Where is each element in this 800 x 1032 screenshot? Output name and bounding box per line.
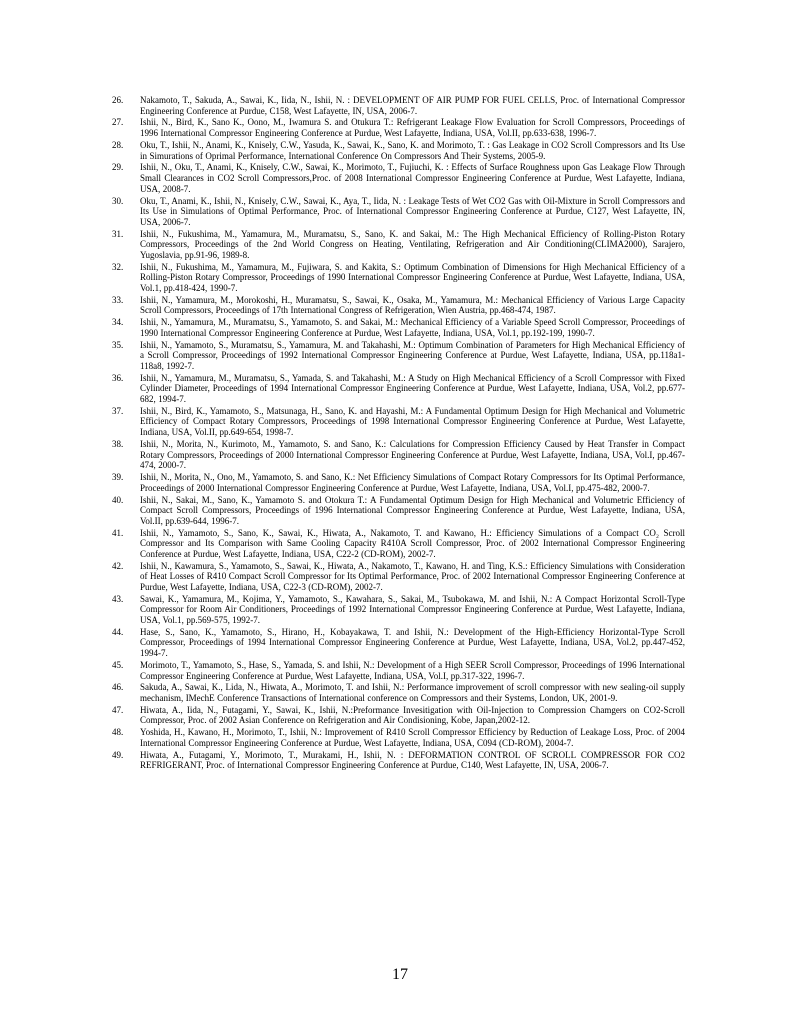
reference-text: Ishii, N., Bird, K., Yamamoto, S., Matsunaga, H., Sano, K. and Hayashi, M.: A Fundamental Optimum Design for High Mechanical and Volumetric Efficiency of Compact Rotary Compressors, Proceedings of 1998 International Compressor Engineering Conference at Purdue, West Lafayette, Indiana, USA, Vol.II, pp.649-654, 1998-7. (140, 405, 685, 438)
reference-number: 43. (112, 593, 124, 604)
reference-item (112, 682, 685, 703)
reference-item (112, 317, 685, 338)
reference-item (112, 229, 685, 261)
reference-text: Ishii, N., Bird, K., Sano K., Oono, M., Iwamura S. and Otukura T.: Refrigerant Leakage Flow Evaluation for Scroll Compressors, Proceedings of 1996 International Compressor Engineering Conference at Purdue, West Lafayette, Indiana, USA, Vol.II, pp.633-638, 1996-7. (140, 117, 685, 139)
reference-text: Sawai, K., Yamamura, M., Kojima, Y., Yamamoto, S., Kawahara, S., Sakai, M., Tsubokawa, M. and Ishii, N.: A Compact Horizontal Scroll-Type Compressor for Room Air Conditioners, Proceedings of 1992 International Compressor Engineering Conference at Purdue, West Lafayette, Indiana, USA, Vol.1, pp.569-575, 1992-7. (140, 593, 685, 625)
reference-number: 44. (112, 626, 124, 637)
reference-list (112, 95, 685, 772)
reference-number: 45. (112, 659, 124, 670)
reference-item (112, 439, 685, 471)
reference-number: 49. (112, 749, 124, 760)
reference-item (112, 727, 685, 748)
reference-number: 46. (112, 682, 124, 693)
reference-text: Yoshida, H., Kawano, H., Morimoto, T., Ishii, N.: Improvement of R410 Scroll Compressor Efficiency by Reduction of Leakage Loss, Proc. of 2004 International Compressor Engineering Conference at Purdue, West Lafayette, Indiana, USA, C094 (CD-ROM), 2004-7. (140, 727, 685, 748)
reference-number: 29. (112, 162, 124, 173)
reference-number: 33. (112, 294, 124, 305)
reference-number: 41. (112, 527, 124, 538)
reference-text: Ishii, N., Morita, N., Ono, M., Yamamoto, S. and Sano, K.: Net Efficiency Simulations of Compact Rotary Compressors for Its Optimal Performance, Proceedings of 2000 International Compressor Engineering Conference at Purdue, West Lafayette, Indiana, USA, Vol.I, pp.475-482, 2000-7. (140, 472, 685, 493)
reference-number: 38. (112, 438, 124, 449)
reference-number: 37. (112, 405, 124, 416)
reference-item (112, 561, 685, 593)
reference-number: 39. (112, 472, 124, 483)
reference-number: 42. (112, 560, 124, 571)
reference-number: 36. (112, 372, 124, 383)
page-number: 17 (392, 966, 408, 983)
reference-item (112, 117, 685, 138)
reference-item (112, 295, 685, 316)
reference-number: 31. (112, 228, 124, 239)
reference-number: 28. (112, 139, 124, 150)
reference-item (112, 472, 685, 493)
reference-text: Ishii, N., Oku, T., Anami, K., Knisely, C.W., Sawai, K., Morimoto, T., Fujiuchi, K. : Effects of Surface Roughness upon Gas Leakage Flow Through Small Clearances in CO2 Scroll Compressors,Proc. of 2008 International Compressor Engineering Conference at Purdue, West Lafayette, Indiana, USA, 2008-7. (140, 162, 685, 194)
reference-item (112, 594, 685, 626)
reference-item (112, 95, 685, 116)
reference-number: 47. (112, 704, 124, 715)
reference-text: Morimoto, T., Yamamoto, S., Hase, S., Yamada, S. and Ishii, N.: Development of a High SEER Scroll Compressor, Proceedings of 1996 International Compressor Engineering Conference at Purdue, West Lafayette, Indiana, USA, Vol.I, pp.317-322, 1996-7. (140, 659, 685, 681)
reference-text: Ishii, N., Yamamoto, S., Muramatsu, S., Yamamura, M. and Takahashi, M.: Optimum Combination of Parameters for High Mechanical Efficiency of a Scroll Compressor, Proceedings of 1992 International Compressor Engineering Conference at Purdue, West Lafayette, Indiana, USA, pp.118a1-118a8, 1992-7. (140, 339, 685, 371)
reference-item (112, 528, 685, 560)
reference-item (112, 660, 685, 681)
reference-item (112, 140, 685, 161)
reference-item (112, 750, 685, 771)
reference-text: Ishii, N., Morita, N., Kurimoto, M., Yamamoto, S. and Sano, K.: Calculations for Compression Efficiency Caused by Heat Transfer in Compact Rotary Compressors, Proceedings of 2000 International Compressor Engineering Conference at Purdue, West Lafayette, Indiana, USA, Vol.I, pp.467-474, 2000-7. (140, 438, 685, 471)
reference-text: Ishii, N., Sakai, M., Sano, K., Yamamoto S. and Otokura T.: A Fundamental Optimum Design for High Mechanical and Volumetric Efficiency of Compact Scroll Compressors, Proceedings of 1996 International Compressor Engineering Conference at Purdue, West Lafayette, Indiana, USA, Vol.II, pp.639-644, 1996-7. (140, 494, 685, 526)
reference-text: Sakuda, A., Sawai, K., Lida, N., Hiwata, A., Morimoto, T. and Ishii, N.: Performance improvement of scroll compressor with new sealing-oil supply mechanism, IMechE Conference Transactions of International conference on Compressors and their Systems, London, UK, 2001-9. (140, 682, 685, 703)
reference-text: Ishii, N., Yamamura, M., Muramatsu, S., Yamamoto, S. and Sakai, M.: Mechanical Efficiency of a Variable Speed Scroll Compressor, Proceedings of 1990 International Compressor Engineering Conference at Purdue, West Lafayette, Indiana, USA, Vol.1, pp.192-199, 1990-7. (140, 317, 685, 338)
reference-item (112, 340, 685, 372)
reference-text: Hiwata, A., Futagami, Y., Morimoto, T., Murakami, H., Ishii, N. : DEFORMATION CONTROL OF SCROLL COMPRESSOR FOR CO2 REFRIGERANT, Proc. of International Compressor Engineering Conference at Purdue, C140, West Lafayette, IN, USA, 2006-7. (140, 749, 685, 771)
reference-number: 32. (112, 261, 124, 272)
reference-text: Nakamoto, T., Sakuda, A., Sawai, K., Iida, N., Ishii, N. : DEVELOPMENT OF AIR PUMP FOR FUEL CELLS, Proc. of International Compressor Engineering Conference at Purdue, C158, West Lafayette, IN, USA, 2006-7. (140, 95, 685, 116)
reference-number: 27. (112, 117, 124, 128)
reference-item (112, 262, 685, 294)
reference-text: Ishii, N., Yamamura, M., Morokoshi, H., Muramatsu, S., Sawai, K., Osaka, M., Yamamura, M.: Mechanical Efficiency of Various Large Capacity Scroll Compressors, Proceedings of 17th International Congress of Refrigeration, Wien Austria, pp.468-474, 1987. (140, 294, 685, 316)
reference-text: Ishii, N., Yamamura, M., Muramatsu, S., Yamada, S. and Takahashi, M.: A Study on High Mechanical Efficiency of a Scroll Compressor with Fixed Cylinder Diameter, Proceedings of 1994 International Compressor Engineering Conference at Purdue, West Lafayette, Indiana, USA, Vol.2, pp.677-682, 1994-7. (140, 372, 685, 404)
reference-item (112, 627, 685, 659)
reference-item (112, 373, 685, 405)
reference-item (112, 705, 685, 726)
reference-text: Hase, S., Sano, K., Yamamoto, S., Hirano, H., Kobayakawa, T. and Ishii, N.: Development of the High-Efficiency Horizontal-Type Scroll Compressor, Proceedings of 1994 International Compressor Engineering Conference at Purdue, West Lafayette, Indiana, USA, Vol.2, pp.447-452, 1994-7. (140, 626, 685, 659)
reference-number: 30. (112, 195, 124, 206)
reference-item (112, 495, 685, 527)
reference-text: Ishii, N., Yamamoto, S., Sano, K., Sawai, K., Hiwata, A., Nakamoto, T. and Kawano, H.: Efficiency Simulations of a Compact CO₂ Scroll Compressor and Its Comparison with Same Cooling Capacity R410A Scroll Compressor, Proc. of 2002 International Compressor Engineering Conference at Purdue, West Lafayette, Indiana, USA, C22-2 (CD-ROM), 2002-7. (140, 527, 685, 559)
reference-number: 34. (112, 317, 124, 328)
reference-text: Oku, T., Anami, K., Ishii, N., Knisely, C.W., Sawai, K., Aya, T., Iida, N. : Leakage Tests of Wet CO2 Gas with Oil-Mixture in Scroll Compressors and Its Use in Simulations of Optimal Performance, Proc. of International Compressor Engineering Conference at Purdue, C127, West Lafayette, IN, USA, 2006-7. (140, 195, 685, 227)
reference-item (112, 162, 685, 194)
reference-text: Ishii, N., Kawamura, S., Yamamoto, S., Sawai, K., Hiwata, A., Nakamoto, T., Kawano, H. and Ting, K.S.: Efficiency Simulations with Consideration of Heat Losses of R410 Compact Scroll Compressor for Its Optimal Performance, Proc. of 2002 International Compressor Engineering Conference at Purdue, West Lafayette, Indiana, USA, C22-3 (CD-ROM), 2002-7. (140, 560, 685, 592)
reference-text: Ishii, N., Fukushima, M., Yamamura, M., Fujiwara, S. and Kakita, S.: Optimum Combination of Dimensions for High Mechanical Efficiency of a Rolling-Piston Rotary Compressor, Proceedings of 1990 International Compressor Engineering Conference at Purdue, West Lafayette, Indiana, USA, Vol.1, pp.418-424, 1990-7. (140, 261, 685, 293)
reference-item (112, 406, 685, 438)
reference-text: Hiwata, A., Iida, N., Futagami, Y., Sawai, K., Ishii, N.:Preformance Invesitigation with Oil-Injection to Compression Chamgers on CO2-Scroll Compressor, Proc. of 2002 Asian Conference on Refrigeration and Air Condisioning, Kobe, Japan,2002-12. (140, 704, 685, 726)
reference-number: 26. (112, 95, 124, 105)
reference-item (112, 196, 685, 228)
reference-number: 35. (112, 339, 124, 350)
reference-text: Ishii, N., Fukushima, M., Yamamura, M., Muramatsu, S., Sano, K. and Sakai, M.: The High Mechanical Efficiency of Rolling-Piston Rotary Compressors, Proceedings of the 2nd World Congress on Heating, Ventilating, Refrigeration and Air Conditioning(CLIMA2000), Sarajero, Yugoslavia, pp.91-96, 1989-8. (140, 228, 685, 260)
reference-number: 40. (112, 494, 124, 505)
reference-number: 48. (112, 727, 124, 738)
reference-text: Oku, T., Ishii, N., Anami, K., Knisely, C.W., Yasuda, K., Sawai, K., Sano, K. and Morimoto, T. : Gas Leakage in CO2 Scroll Compressors and Its Use in Simurations of Oprimal Performance, International Conference On Compressors And Their Systems, 2005-9. (140, 139, 685, 161)
